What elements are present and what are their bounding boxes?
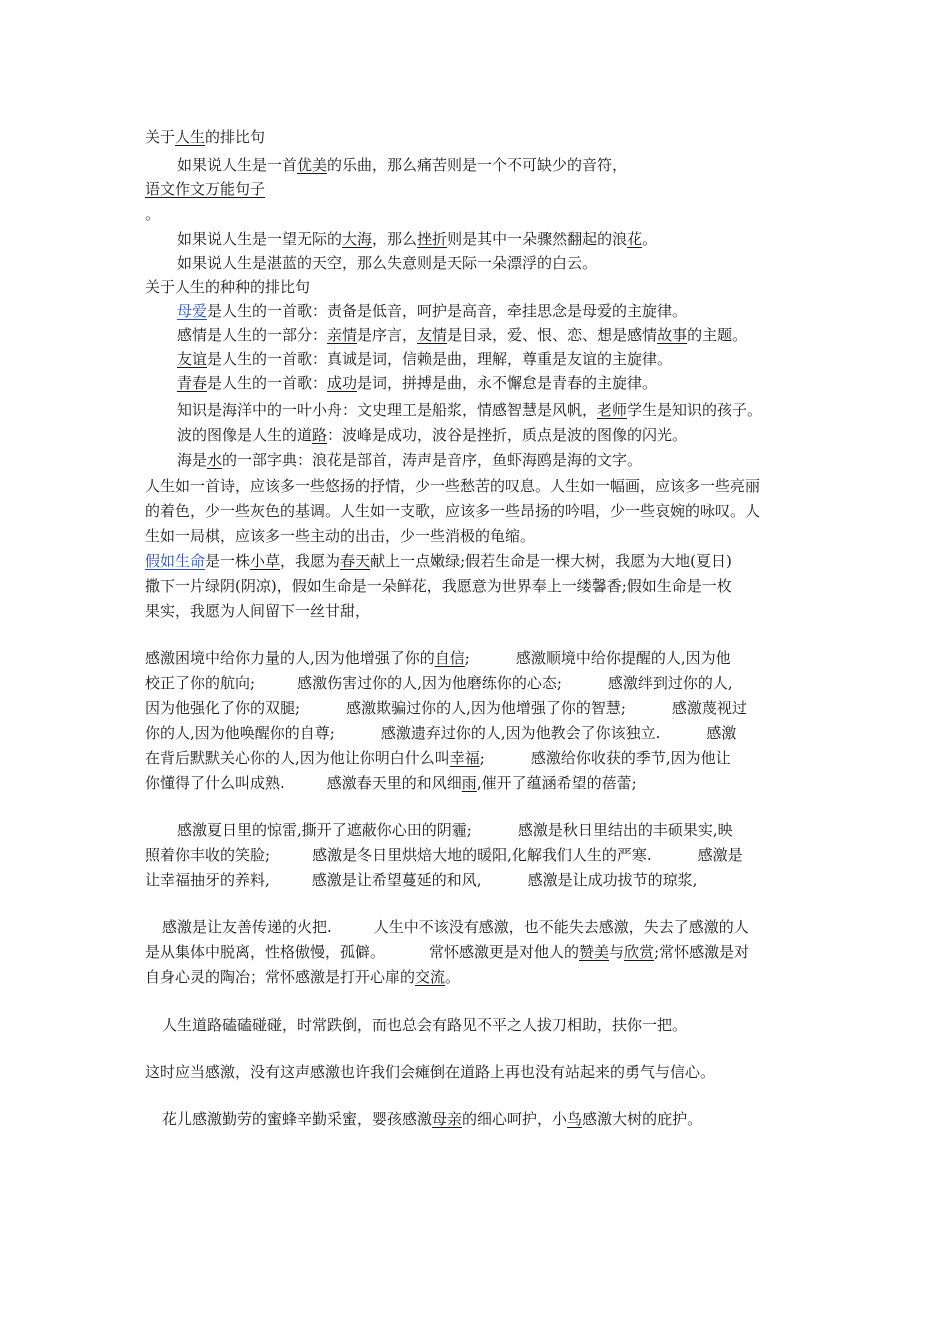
- para3-line5: [145, 746, 731, 770]
- text: 感激: [706, 724, 737, 742]
- section2-line3: [177, 347, 672, 371]
- section2-line2: [177, 323, 747, 347]
- text: 感激是冬日里烘焙大地的暖阳,化解我们人生的严寒.: [312, 846, 652, 864]
- text: ：波峰是成功，波谷是挫折，质点是波的图像的闪光。: [327, 426, 688, 444]
- text: 如果说人生是一首: [177, 156, 298, 174]
- text: 感激春天里的和风细: [326, 774, 462, 792]
- text: 学生是知识的孩子。: [627, 401, 763, 419]
- text: 的主题。: [687, 326, 748, 344]
- text: 感激蔑视过: [671, 699, 747, 717]
- section2-line1: [177, 299, 687, 323]
- text: 你的人,因为他唤醒你的自尊;: [145, 724, 335, 742]
- link-youmei[interactable]: 优美: [297, 156, 328, 174]
- para3-line4: [145, 721, 736, 745]
- link-qingchun[interactable]: 青春: [177, 374, 208, 392]
- link-zanmei[interactable]: 赞美: [579, 943, 610, 961]
- text: 感激是让希望蔓延的和风,: [311, 871, 482, 889]
- text: 是一株: [205, 552, 251, 570]
- para4-line3: [145, 868, 697, 892]
- para1-line: 生如一局棋，应该多一些主动的出击，少一些消极的龟缩。: [145, 527, 536, 545]
- link-hua[interactable]: 花: [627, 230, 643, 248]
- text: 感情是人生的一部分：: [177, 326, 328, 344]
- link-dahai[interactable]: 大海: [342, 230, 373, 248]
- link-muqin[interactable]: 母亲: [432, 1110, 463, 1128]
- text: ;: [479, 749, 485, 767]
- text: 感激是让友善传递的火把.: [162, 918, 332, 936]
- text: 感激遗弃过你的人,因为他教会了你该独立.: [380, 724, 661, 742]
- text: 是目录，爱、恨、恋、想是感情: [447, 326, 658, 344]
- para2-line3: 果实，我愿为人间留下一丝甘甜，: [145, 602, 371, 620]
- heading-text: 关于: [145, 128, 176, 146]
- text: 是人生的一首歌：责备是低音，呵护是高音，牵挂思念是母爱的主旋律。: [207, 302, 688, 320]
- section2-line5: [177, 398, 762, 422]
- text: 海是: [177, 451, 208, 469]
- link-jiarushengming[interactable]: 假如生命: [145, 552, 206, 570]
- text: 感激伤害过你的人,因为他磨练你的心态;: [297, 674, 562, 692]
- text: 感激是秋日里结出的丰硕果实,映: [517, 821, 733, 839]
- text: 是人生的一首歌：真诚是词，信赖是曲，理解，尊重是友谊的主旋律。: [207, 350, 673, 368]
- link-cuozhe[interactable]: 挫折: [417, 230, 448, 248]
- section1-line4: [177, 227, 657, 251]
- text: 感激是: [697, 846, 743, 864]
- text: 如果说人生是一望无际的: [177, 230, 343, 248]
- para8: [162, 1107, 702, 1131]
- text: 是词，拼搏是曲，永不懈怠是青春的主旋律。: [357, 374, 658, 392]
- text: 的一部字典：浪花是部首，涛声是音序，鱼虾海鸥是海的文字。: [222, 451, 643, 469]
- link-yuwen-zuowen[interactable]: 语文作文万能句子: [145, 180, 266, 198]
- section2-line7: [177, 448, 642, 472]
- text: 花儿感激勤劳的蜜蜂辛勤采蜜，婴孩感激: [162, 1110, 433, 1128]
- section2-line6: [177, 423, 687, 447]
- text: 在背后默默关心你的人,因为他让你明白什么叫: [145, 749, 450, 767]
- text: 校正了你的航向;: [145, 674, 256, 692]
- text: 。: [642, 230, 658, 248]
- text: 你懂得了什么叫成熟.: [145, 774, 285, 792]
- section1-heading: [145, 125, 265, 149]
- link-xiaocao[interactable]: 小草: [250, 552, 281, 570]
- text: 感激困境中给你力量的人,因为他增强了你的: [145, 649, 435, 667]
- text: ，我愿为: [280, 552, 341, 570]
- text: 献上一点嫩绿;假若生命是一棵大树，我愿为大地(夏日): [370, 552, 732, 570]
- link-youqing[interactable]: 友情: [417, 326, 448, 344]
- text: 感激是让成功拔节的琼浆,: [527, 871, 698, 889]
- para5-line3: [145, 965, 460, 989]
- text: 让幸福抽牙的养料,: [145, 871, 270, 889]
- link-jiaoliu[interactable]: 交流: [415, 968, 446, 986]
- link-chuntian[interactable]: 春天: [340, 552, 371, 570]
- para2-line2: 撒下一片绿阴(阴凉)，假如生命是一朵鲜花，我愿意为世界奉上一缕馨香;假如生命是一枚: [145, 577, 732, 595]
- para2-line1: [145, 549, 732, 573]
- text: ;常怀感激是对: [654, 943, 750, 961]
- text: 则是其中一朵骤然翻起的浪: [447, 230, 628, 248]
- para3-line6: [145, 771, 637, 795]
- link-gushi[interactable]: 故事: [657, 326, 688, 344]
- para1-line: 人生如一首诗，应该多一些悠扬的抒情，少一些愁苦的叹息。人生如一幅画，应该多一些亮丽: [145, 477, 761, 495]
- para3-line3: [145, 696, 747, 720]
- text: 感激给你收获的季节,因为他让: [530, 749, 731, 767]
- para5-line1: [162, 915, 749, 939]
- text: 感激欺骗过你的人,因为他增强了你的智慧;: [346, 699, 626, 717]
- link-niao[interactable]: 鸟: [567, 1110, 583, 1128]
- text: 与: [609, 943, 625, 961]
- link-lu[interactable]: 路: [312, 426, 328, 444]
- text: 波的图像是人生的道: [177, 426, 313, 444]
- link-shui[interactable]: 水: [207, 451, 223, 469]
- text: 照着你丰收的笑脸;: [145, 846, 271, 864]
- section1-line5: 如果说人生是湛蓝的天空，那么失意则是天际一朵漂浮的白云。: [177, 254, 598, 272]
- text: 知识是海洋中的一叶小舟：文史理工是船浆，情感智慧是风帆，: [177, 401, 598, 419]
- section2-heading: 关于人生的种种的排比句: [145, 278, 311, 296]
- text: 是从集体中脱离，性格傲慢，孤僻。: [145, 943, 386, 961]
- text: 感激大树的庇护。: [582, 1110, 703, 1128]
- text: 自身心灵的陶冶；常怀感激是打开心扉的: [145, 968, 416, 986]
- para4-line2: [145, 843, 743, 867]
- link-laoshi[interactable]: 老师: [597, 401, 628, 419]
- section1-line1: [177, 153, 627, 177]
- link-xinshang[interactable]: 欣赏: [624, 943, 655, 961]
- text: ,催开了蕴涵希望的蓓蕾;: [476, 774, 637, 792]
- period-line: 。: [145, 205, 161, 223]
- text: 的乐曲，那么痛苦则是一个不可缺少的音符，: [327, 156, 628, 174]
- text: 感激夏日里的惊雷,撕开了遮蔽你心田的阴霾;: [177, 821, 472, 839]
- para4-line1: [177, 818, 733, 842]
- link-muai[interactable]: 母爱: [177, 302, 208, 320]
- para1-line: 的着色，少一些灰色的基调。人生如一支歌，应该多一些昂扬的吟唱，少一些哀婉的咏叹。人: [145, 502, 761, 520]
- text: 常怀感激更是对他人的: [429, 943, 580, 961]
- link-xingfu[interactable]: 幸福: [449, 749, 480, 767]
- text: 因为他强化了你的双腿;: [145, 699, 301, 717]
- link-youyi[interactable]: 友谊: [177, 350, 208, 368]
- text: ;: [464, 649, 470, 667]
- para7: 这时应当感激，没有这声感激也许我们会瘫倒在道路上再也没有站起来的勇气与信心。: [145, 1063, 716, 1081]
- para3-line1: [145, 646, 731, 670]
- link-yu[interactable]: 雨: [461, 774, 477, 792]
- text: 感激顺境中给你提醒的人,因为他: [515, 649, 731, 667]
- text: 人生中不该没有感激，也不能失去感激，失去了感激的人: [373, 918, 749, 936]
- heading-text: 的排比句: [205, 128, 266, 146]
- link-chenggong[interactable]: 成功: [327, 374, 358, 392]
- link-rensheng[interactable]: 人生: [175, 128, 206, 146]
- para5-line2: [145, 940, 749, 964]
- para6: 人生道路磕磕碰碰，时常跌倒，而也总会有路见不平之人拔刀相助，扶你一把。: [162, 1016, 688, 1034]
- para3-line2: [145, 671, 733, 695]
- link-qinqing[interactable]: 亲情: [327, 326, 358, 344]
- text: 感激绊到过你的人,: [607, 674, 733, 692]
- text: 的细心呵护，小: [462, 1110, 568, 1128]
- section2-line4: [177, 371, 657, 395]
- text: 是序言，: [357, 326, 418, 344]
- text: ，那么: [372, 230, 418, 248]
- text: 是人生的一首歌：: [207, 374, 328, 392]
- link-zixin[interactable]: 自信: [434, 649, 465, 667]
- text: 。: [445, 968, 461, 986]
